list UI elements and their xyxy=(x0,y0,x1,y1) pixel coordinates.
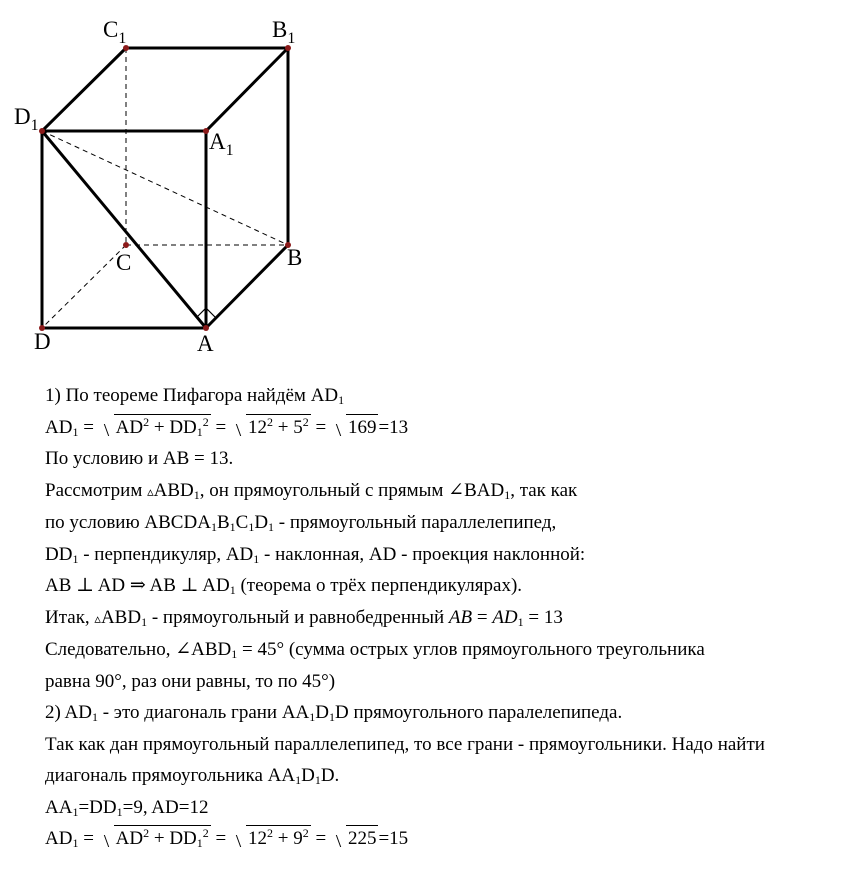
diagonal-D1B xyxy=(42,131,288,245)
sqrt-sign: $AD^2 + DD_1^2$ xyxy=(99,412,211,444)
label-A: A xyxy=(197,331,214,356)
solution-line-11: 2) $AD_1$ - это диагональ грани $AA_1D_1D$ прямоугольного паралелепипеда. xyxy=(45,702,623,724)
solution-formula-1: $AD_1 = AD^2 + DD_1^2 = 12^2 + 5^2 = 169 =13$ xyxy=(45,412,860,444)
diagonal-D1A xyxy=(42,131,206,328)
triangle-symbol: ▵ xyxy=(147,483,154,499)
label-D: D xyxy=(34,329,51,354)
sqrt-sign: 169 xyxy=(331,412,379,444)
solution-line-13: диагональ прямоугольника $AA_1D_1D$. xyxy=(45,765,340,787)
label-B: B xyxy=(287,245,303,270)
label-C1: $C_1$ xyxy=(103,17,127,47)
vertex-D1 xyxy=(39,128,45,134)
label-B1: $B_1$ xyxy=(272,17,296,47)
label-D1: $D_1$ xyxy=(14,104,39,134)
parallelepiped-figure xyxy=(0,0,866,375)
solution-line-14: $AA_1=DD_1=9$, AD=12 xyxy=(45,796,209,819)
solution-text xyxy=(45,380,860,855)
vertex-C xyxy=(123,242,129,248)
solution-line-5: по условию $ABCDA_1B_1C_1D_1$ - прямоугольный параллелепипед, xyxy=(45,512,557,534)
triangle-symbol: ▵ xyxy=(94,610,101,626)
sqrt-sign: $12^2 + 9^2$ xyxy=(231,823,311,855)
edge-CD xyxy=(42,245,126,328)
solution-line-7: AB ⊥ AD ⇒ AB ⊥ $AD_1$ (теорема о трёх перпендикулярах). xyxy=(45,575,523,597)
label-C: C xyxy=(116,250,132,275)
edge-AB xyxy=(206,245,288,328)
sqrt-sign: 225 xyxy=(331,823,379,855)
sqrt-sign: $12^2 + 5^2$ xyxy=(231,412,311,444)
edge-C1D1 xyxy=(42,48,126,131)
angle-symbol: ∠ xyxy=(175,639,192,660)
solution-line-10: равна 90°, раз они равны, то по 45°) xyxy=(45,670,336,692)
solution-line-9: Следовательно, $\angle ABD_1 = 45^\circ$ (сумма острых углов прямоугольного треугольника xyxy=(45,639,705,661)
solution-formula-2: $AD_1 = AD^2 + DD_1^2 = 12^2 + 9^2 = 225 =15$ xyxy=(45,823,860,855)
sqrt-sign: $AD^2 + DD_1^2$ xyxy=(99,823,211,855)
solution-line-3: По условию и AB = 13. xyxy=(45,448,234,469)
solution-line-12: Так как дан прямоугольный параллелепипед, то все грани - прямоугольники. Надо найти xyxy=(45,733,765,755)
label-A1: $A_1$ xyxy=(209,129,234,159)
solution-line-4: Рассмотрим $▵ABD_1$, он прямоугольный с прямым $\angle BAD_1$, так как xyxy=(45,479,578,502)
solution-line-8: Итак, $▵ABD_1$ - прямоугольный и равнобедренный AB = $AD_1 = 13$ xyxy=(45,606,563,629)
solution-line-6: $DD_1$ - перпендикуляр, $AD_1$ - наклонная, AD - проекция наклонной: xyxy=(45,543,586,566)
angle-symbol: ∠ xyxy=(448,479,465,501)
solution-line-1: 1) По теореме Пифагора найдём $AD_1$ xyxy=(45,385,345,407)
edge-B1A1 xyxy=(206,48,288,131)
